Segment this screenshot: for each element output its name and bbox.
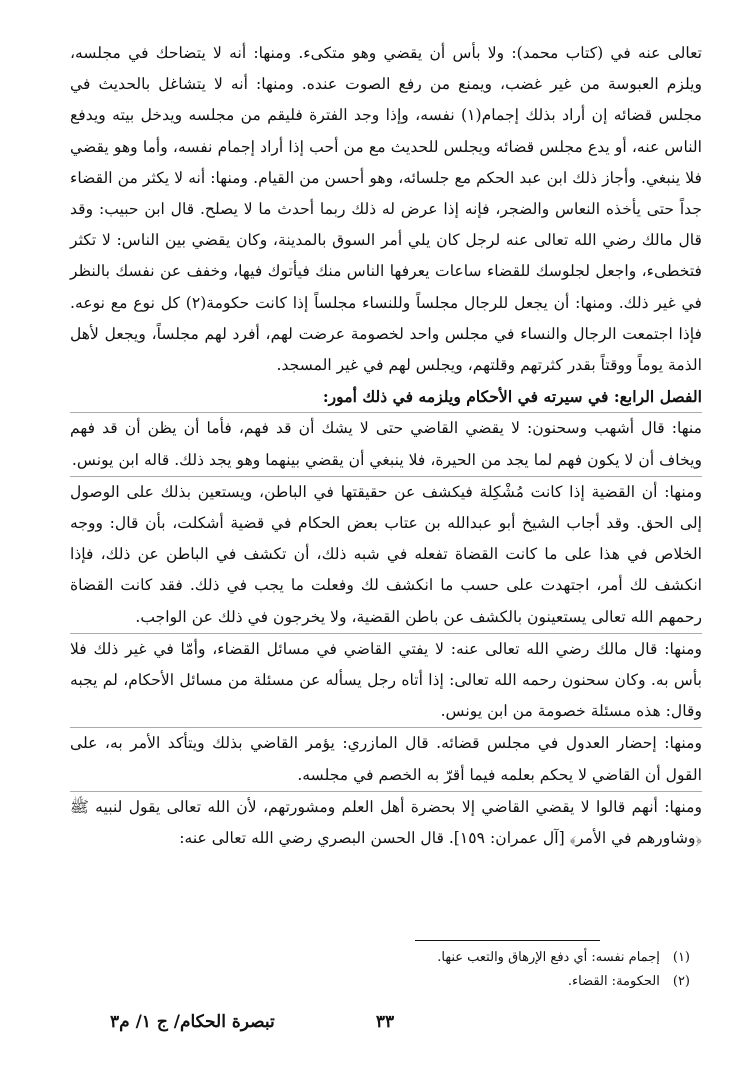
footnote-2 [70, 970, 690, 994]
footnote-divider [415, 940, 600, 941]
footnote-number: (٢) [672, 974, 690, 989]
page-body [70, 38, 702, 854]
paragraph-mushkila: ومنها: أن القضية إذا كانت مُشْكِلة فيكشف عن حقيقتها في الباطن، ويستعين بذلك على الوصول إلى الحق. وقد أجاب الشيخ أبو عبدالله بن عتاب بعض الحكام في قضية أشكلت، بأن قال: ووجه الخلاص في هذا على ما كانت القضاة تفعله في شبه ذلك، أن تكشف في الباطن عن ذلك، فإذا انكشف لك أمر، اجتهدت على حسب ما انكشف لك وفعلت ما يجب في ذلك. فقد كانت القضاة رحمهم الله تعالى يستعينون بالكشف عن باطن القضية، ولا يخرجون في ذلك عن الواجب. [70, 476, 702, 633]
footnote-number: (١) [672, 950, 690, 965]
footnote-text: الحكومة: القضاء. [567, 974, 660, 989]
paragraph-udul: ومنها: إحضار العدول في مجلس قضائه. قال المازري: يؤمر القاضي بذلك ويتأكد الأمر به، على القول أن القاضي لا يحكم بعلمه فيما أقرّ به الخصم في مجلسه. [70, 727, 702, 790]
footnotes [70, 946, 690, 994]
footnote-text: إجمام نفسه: أي دفع الإرهاق والتعب عنها. [437, 950, 660, 965]
book-reference: تبصرة الحكام/ ج ١/ م٣ [110, 1012, 275, 1032]
page-footer [70, 1012, 700, 1040]
paragraph-ashhab: منها: قال أشهب وسحنون: لا يقضي القاضي حتى لا يشك أن قد فهم، فأما أن يظن أن قد فهم ويخاف أن لا يكون فهم لما يجد من الحيرة، فلا ينبغي أن يقضي بينهما وهو يجد ذلك. قاله ابن يونس. [70, 412, 702, 475]
section-heading: الفصل الرابع: في سيرته في الأحكام ويلزمه في ذلك أمور: [322, 387, 702, 407]
paragraph-malik: ومنها: قال مالك رضي الله تعالى عنه: لا يفتي القاضي في مسائل القضاء، وأمّا في غير ذلك فلا بأس به. وكان سحنون رحمه الله تعالى: إذا أتاه رجل يسأله عن مسئلة من مسائل الأحكام، لم يجبه وقال: هذه مسئلة خصومة من ابن يونس. [70, 633, 702, 728]
footnote-1 [70, 946, 690, 970]
paragraph-mashwara: ومنها: أنهم قالوا لا يقضي القاضي إلا بحضرة أهل العلم ومشورتهم، لأن الله تعالى يقول لنبيه ﷺ ﴿وشاورهم في الأمر﴾ [آل عمران: ١٥٩]. قال الحسن البصري رضي الله تعالى عنه: [70, 791, 702, 854]
page-number: ٣٣ [375, 1012, 395, 1032]
paragraph-intro: تعالى عنه في (كتاب محمد): ولا بأس أن يقضي وهو متكىء. ومنها: أنه لا يتضاحك في مجلسه، ويلزم العبوسة من غير غضب، ويمنع من رفع الصوت عنده. ومنها: أنه لا يتشاغل بالحديث في مجلس قضائه إن أراد بذلك إجمام(١) نفسه، وإذا وجد الفترة فليقم من مجلسه ويدخل بيته ويدفع الناس عنه، أو يدع مجلس قضائه ويجلس للحديث مع من أحب إذا أراد إجمام نفسه، وأما وهو يقضي فلا ينبغي. وأجاز ذلك ابن عبد الحكم مع جلسائه، وهو أحسن من القيام. ومنها: أنه لا يكثر من القضاء جداً حتى يأخذه النعاس والضجر، فإنه إذا عرض له ذلك ربما أحدث ما لا يصلح. قال ابن حبيب: وقد قال مالك رضي الله تعالى عنه لرجل كان يلي أمر السوق بالمدينة، وكان يقضي بين الناس: لا تكثر فتخطىء، واجعل لجلوسك للقضاء ساعات يعرفها الناس منك فيأتوك فيها، وخفف عن نفسك بالنظر في غير ذلك. ومنها: أن يجعل للرجال مجلساً وللنساء مجلساً إذا كانت حكومة(٢) كل نوع مع نوعه. فإذا اجتمعت الرجال والنساء في مجلس واحد لخصومة عرضت لهم، أفرد لهم مجلساً، ويجعل لأهل الذمة يوماً ووقتاً بقدر كثرتهم وقلتهم، ويجلس لهم في غير المسجد. [70, 44, 702, 375]
